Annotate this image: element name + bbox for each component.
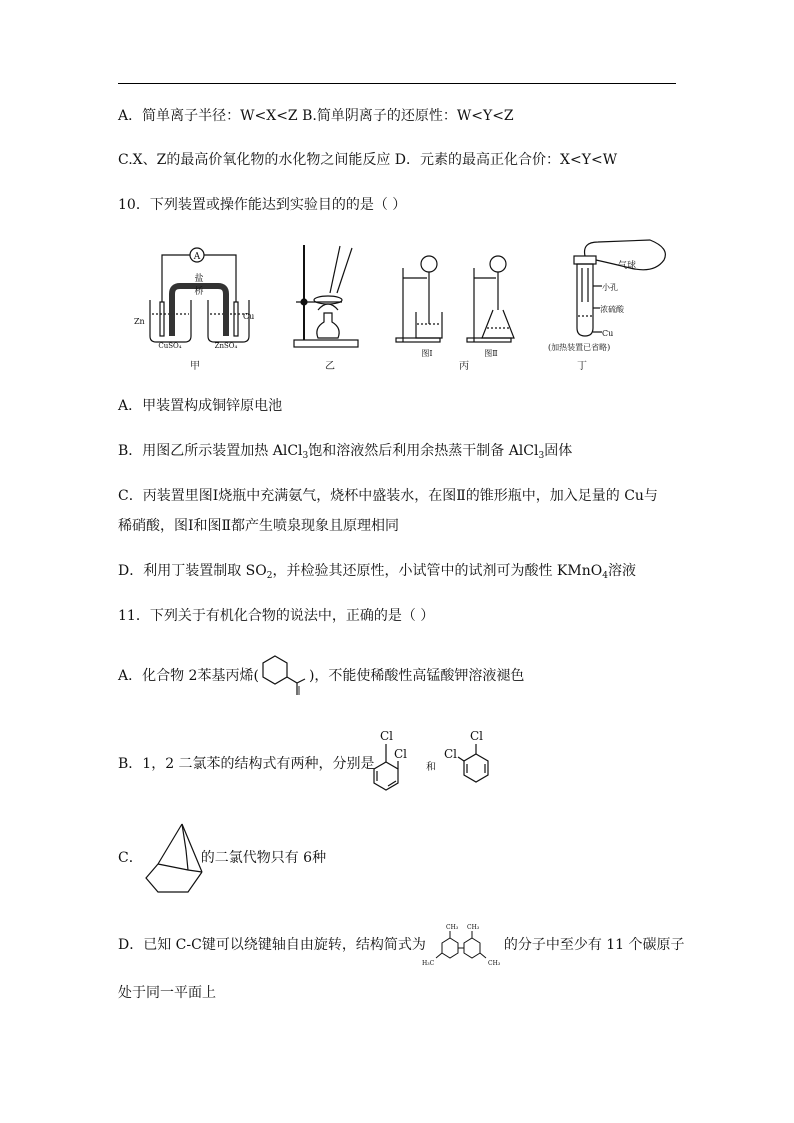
q10-option-b: B．用图乙所示装置加热 AlCl$_3$饱和溶液然后利用余热蒸干制备 AlCl$_3$固体 [118,443,573,461]
q9-options-ab: A．简单离子半径：W<X<Z B.简单阴离子的还原性：W<Y<Z [118,108,514,124]
caption-yi: 乙 [325,361,335,372]
ammeter-label: A [193,252,201,262]
cuso4-label: CuSO₄ [158,342,182,350]
and-label: 和 [426,762,436,773]
znso4-label: ZnSO₄ [214,342,238,350]
q11-option-d: D．已知 C-C键可以绕键轴自由旋转，结构简式为 的分子中至少有 11 个碳原子 [118,937,685,953]
h3c-label: H₃C [422,960,435,967]
cu-wire-label: Cu [602,329,614,338]
q10-option-c-line2: 稀硝酸，图Ⅰ和图Ⅱ都产生喷泉现象且原理相同 [118,518,400,534]
ch3-label-1: CH₃ [446,924,459,931]
apparatus-bing [396,256,514,372]
norbornane-structure [144,820,204,900]
q10-option-c-line1: C．丙装置里图Ⅰ烧瓶中充满氨气，烧杯中盛装水，在图Ⅱ的锥形瓶中，加入足量的 Cu与 [118,488,658,504]
hole-label: 小孔 [602,283,618,292]
tetramethylbiphenyl-structure [420,920,504,970]
cl-label-1: Cl [380,729,394,743]
ch3-label-3: CH₃ [488,960,501,967]
q11-stem: 11．下列关于有机化合物的说法中，正确的是（ ） [118,608,435,624]
caption-bing: 丙 [459,361,469,372]
q11-option-c: C． 的二氯代物只有 6种 [118,850,327,866]
apparatus-yi [294,245,358,372]
fig1-label: 图Ⅰ [421,349,433,358]
q11-option-d-line2: 处于同一平面上 [118,985,216,1001]
q10-option-a: A．甲装置构成铜锌原电池 [118,398,283,414]
q10-option-d: D．利用丁装置制取 $SO_2$，并检验其还原性，小试管中的试剂可为酸性 KMnO$_4$溶液 [118,563,636,581]
salt-bridge-label-1: 盐 [194,274,204,284]
q11-option-a: A．化合物 2苯基丙烯( )，不能使稀酸性高锰酸钾溶液褪色 [118,668,525,684]
q9-options-cd: C.X、Z的最高价氧化物的水化物之间能反应 D．元素的最高正化合价：X<Y<W [118,152,618,168]
dichlorobenzene-structures [370,728,500,794]
ch3-label-2: CH₃ [467,924,480,931]
cl-label-3: Cl [444,747,458,761]
q11-option-b: B．1，2 二氯苯的结构式有两种，分别是 [118,756,375,772]
caption-ding: 丁 [577,361,587,372]
cl-label-2: Cl [394,747,408,761]
acid-label: 浓硫酸 [600,305,624,314]
cl-label-4: Cl [470,729,484,743]
q10-stem: 10．下列装置或操作能达到实验目的的是（ ） [118,197,407,213]
heating-note: (加热装置已省略) [548,343,611,352]
header-rule [118,83,676,84]
apparatus-jia [134,248,254,372]
cu-label: Cu [243,312,255,321]
caption-jia: 甲 [190,361,200,372]
zn-label: Zn [134,317,145,326]
balloon-label: 气球 [618,261,637,271]
salt-bridge-label-2: 桥 [194,287,204,297]
fig2-label: 图Ⅱ [484,349,498,358]
apparatus-ding [548,240,665,372]
q10-apparatus-figure [130,238,675,373]
phenylpropene-structure [255,650,311,706]
